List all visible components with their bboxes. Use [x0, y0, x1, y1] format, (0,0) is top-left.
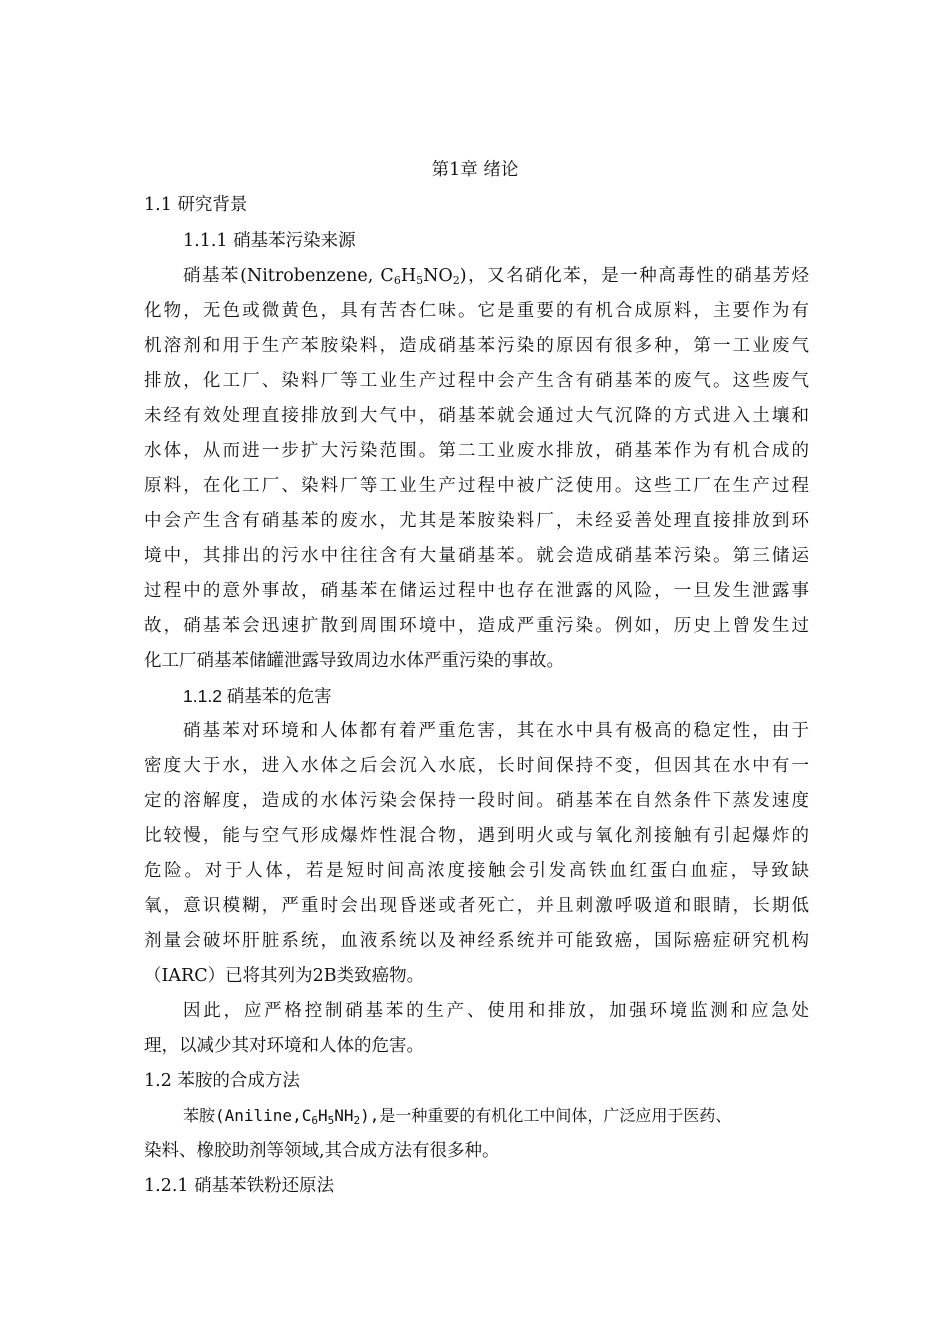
paragraph-line: 染料、橡胶助剂等领域,其合成方法有很多种。 — [144, 1141, 500, 1161]
paragraph-line: 境中，其排出的污水中往往含有大量硝基苯。就会造成硝基苯污染。第三储运 — [144, 546, 809, 566]
subsection-heading-1-1-1: 1.1.1 硝基苯污染来源 — [183, 231, 356, 251]
paragraph-line: 未经有效处理直接排放到大气中，硝基苯就会通过大气沉降的方式进入土壤和 — [144, 406, 809, 426]
paragraph-line: 定的溶解度，造成的水体污染会保持一段时间。硝基苯在自然条件下蒸发速度 — [144, 791, 809, 811]
paragraph-line: 比较慢，能与空气形成爆炸性混合物，遇到明火或与氧化剂接触有引起爆炸的 — [144, 826, 809, 846]
paragraph-line: 化物，无色或微黄色，具有苦杏仁味。它是重要的有机合成原料，主要作为有 — [144, 301, 809, 321]
paragraph-line: 理，以减少其对环境和人体的危害。 — [144, 1036, 424, 1056]
paragraph-line: 排放，化工厂、染料厂等工业生产过程中会产生含有硝基苯的废气。这些废气 — [144, 371, 809, 391]
subsection-heading-1-1-2: 1.1.2 硝基苯的危害 — [183, 686, 332, 706]
subsection-heading-1-2-1: 1.2.1 硝基苯铁粉还原法 — [144, 1176, 335, 1196]
chapter-title: 第1章 绪论 — [431, 160, 519, 180]
paragraph-line: （IARC）已将其列为2B类致癌物。 — [144, 966, 425, 986]
paragraph-line: 原料，在化工厂、染料厂等工业生产过程中被广泛使用。这些工厂在生产过程 — [144, 476, 809, 496]
paragraph-line: 苯胺$(Aniline,C_6H_5NH_2)$,是一种重要的有机化工中间体，广泛应用于医药、 — [183, 1106, 732, 1127]
paragraph-line: 故，硝基苯会迅速扩散到周围环境中，造成严重污染。例如，历史上曾发生过 — [144, 616, 809, 636]
paragraph-line: 危险。对于人体，若是短时间高浓度接触会引发高铁血红蛋白血症，导致缺 — [144, 861, 809, 881]
paragraph-line: 硝基苯对环境和人体都有着严重危害，其在水中具有极高的稳定性，由于 — [183, 721, 809, 741]
paragraph-line: 剂量会破坏肝脏系统，血液系统以及神经系统并可能致癌，国际癌症研究机构 — [144, 931, 809, 951]
paragraph-line: 过程中的意外事故，硝基苯在储运过程中也存在泄露的风险，一旦发生泄露事 — [144, 581, 809, 601]
paragraph-line: 机溶剂和用于生产苯胺染料，造成硝基苯污染的原因有很多种，第一工业废气 — [144, 336, 809, 356]
paragraph-line: 水体，从而进一步扩大污染范围。第二工业废水排放，硝基苯作为有机合成的 — [144, 441, 809, 461]
paragraph-line: 中会产生含有硝基苯的废水，尤其是苯胺染料厂，未经妥善处理直接排放到环 — [144, 511, 809, 531]
paragraph-line: 因此，应严格控制硝基苯的生产、使用和排放，加强环境监测和应急处 — [183, 1001, 809, 1021]
paragraph-line: 硝基苯(Nitrobenzene, $C_6H_5NO_2$)，又名硝化苯，是一种高毒性的硝基芳烃 — [183, 266, 809, 287]
paragraph-line: 氧，意识模糊，严重时会出现昏迷或者死亡，并且刺激呼吸道和眼睛，长期低 — [144, 896, 809, 916]
section-heading-1-2: 1.2 苯胺的合成方法 — [144, 1071, 300, 1091]
paragraph-line: 化工厂硝基苯储罐泄露导致周边水体严重污染的事故。 — [144, 651, 564, 671]
paragraph-line: 密度大于水，进入水体之后会沉入水底，长时间保持不变，但因其在水中有一 — [144, 756, 809, 776]
section-heading-1-1: 1.1 研究背景 — [144, 195, 248, 215]
